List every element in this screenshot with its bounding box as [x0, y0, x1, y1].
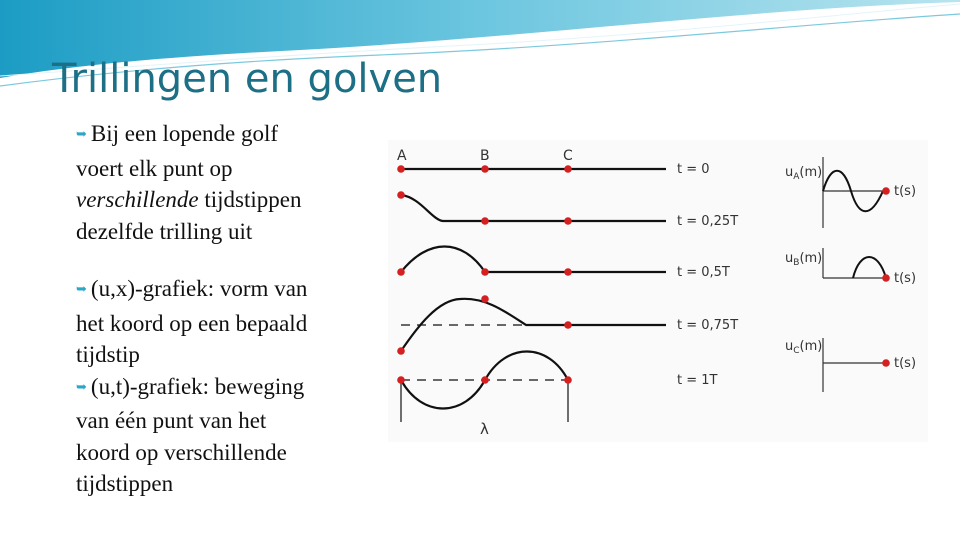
- graph-ub-ylabel: $u_B(m)$: [785, 251, 823, 268]
- point-c-t025: [564, 217, 572, 225]
- bullet-2-line-2: het koord op een bepaald: [76, 310, 308, 336]
- point-a-t075: [397, 347, 405, 355]
- time-label-t0: t = 0: [677, 162, 710, 177]
- point-a-t05: [397, 268, 405, 276]
- bullet-1: [60, 118, 380, 247]
- bullet-3-line-4: tijdstippen: [76, 471, 174, 496]
- bullet-3: [60, 371, 380, 500]
- point-label-a: A: [397, 148, 407, 164]
- bullet-icon: ➥: [76, 378, 87, 394]
- bullet-1-emphasis: verschillende: [76, 187, 199, 212]
- bullet-icon: ➥: [76, 281, 87, 296]
- bullet-icon: ➥: [76, 126, 87, 141]
- bullet-1-line-1: Bij een lopende golf: [90, 121, 279, 146]
- point-c-t1: [564, 376, 572, 384]
- point-c-t0: [564, 165, 572, 173]
- point-b-t0: [481, 165, 489, 173]
- graph-uc-ylabel: $u_C(m)$: [785, 339, 823, 356]
- time-label-t1: t = 1T: [677, 373, 718, 388]
- bullet-3-line-1: (u,t)-grafiek: beweging: [90, 373, 305, 399]
- wavelength-label: λ: [480, 420, 489, 438]
- point-label-c: C: [563, 148, 573, 164]
- bullet-1-after: tijdstippen: [198, 187, 302, 212]
- bullet-1-line-4: dezelfde trilling uit: [76, 218, 253, 244]
- graph-uc-xlabel: t(s): [894, 356, 917, 371]
- wave-figure: [388, 140, 928, 442]
- point-a-t0: [397, 165, 405, 173]
- graph-ub-xlabel: t(s): [894, 271, 917, 286]
- point-b-t075: [481, 295, 489, 303]
- point-b-t1: [481, 376, 489, 384]
- graph-ua-ylabel: $u_A(m)$: [785, 165, 823, 182]
- bullet-1-line-2: voert elk punt op: [76, 155, 233, 181]
- time-label-t05: t = 0,5T: [677, 265, 730, 280]
- point-a-t1: [397, 376, 405, 384]
- bullet-2-line-3: tijdstip: [76, 342, 140, 367]
- point-a-t025: [397, 191, 405, 199]
- point-b-t025: [481, 217, 489, 225]
- bullet-2: [60, 273, 380, 371]
- point-c-t075: [564, 321, 572, 329]
- bullet-1-line-3: [76, 184, 380, 216]
- graph-ua-xlabel: t(s): [894, 184, 917, 199]
- time-label-t025: t = 0,25T: [677, 214, 739, 229]
- slide-title: Trillingen en golven: [52, 56, 443, 102]
- time-label-t075: t = 0,75T: [677, 318, 739, 333]
- point-c-t05: [564, 268, 572, 276]
- bullet-3-line-2: van één punt van het: [76, 408, 267, 433]
- bullet-2-line-1: (u,x)-grafiek: vorm van: [90, 276, 308, 301]
- bullet-list: [60, 118, 380, 500]
- point-b-t05: [481, 268, 489, 276]
- point-label-b: B: [480, 148, 490, 164]
- bullet-3-line-3: koord op verschillende: [76, 439, 287, 465]
